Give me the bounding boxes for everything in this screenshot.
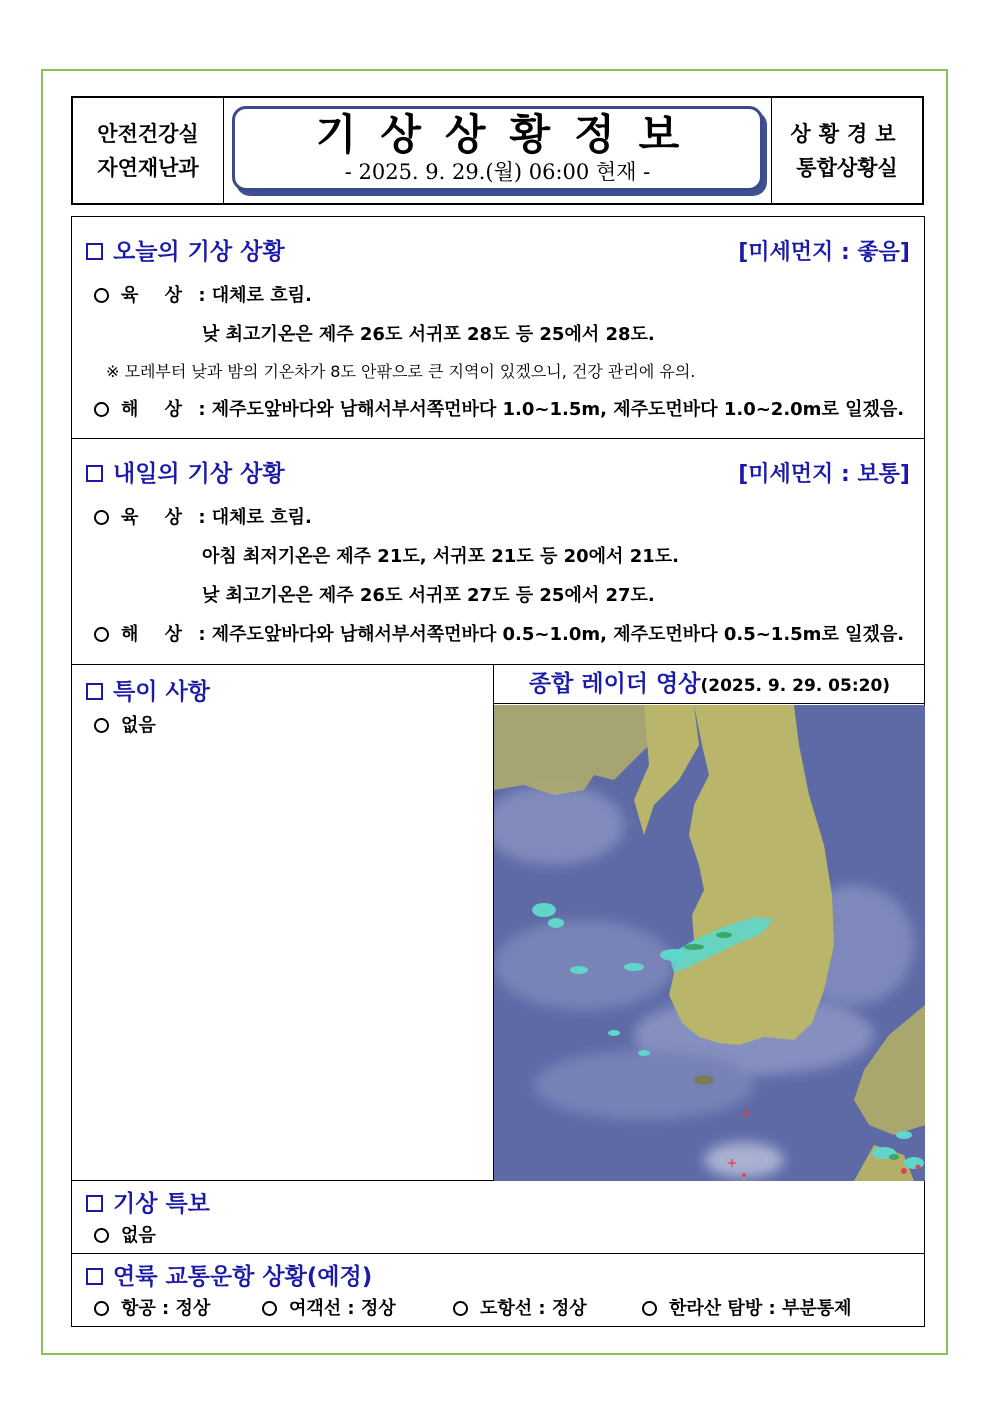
situation-room-line-2: 통합상황실 bbox=[796, 155, 898, 180]
radar-image bbox=[494, 705, 925, 1181]
checkbox-icon bbox=[86, 465, 103, 482]
document-header bbox=[71, 96, 924, 205]
circle-bullet-icon bbox=[94, 1301, 109, 1316]
checkbox-icon bbox=[86, 1195, 103, 1212]
circle-bullet-icon bbox=[94, 288, 109, 303]
special-heading: 특이 사항 bbox=[86, 673, 210, 706]
today-land-row: 육 상 : 대체로 흐림. bbox=[94, 281, 312, 307]
warning-heading: 기상 특보 bbox=[86, 1185, 210, 1218]
traffic-section bbox=[72, 1254, 924, 1326]
warning-item: 없음 bbox=[94, 1221, 156, 1247]
today-heading: 오늘의 기상 상황 bbox=[86, 233, 285, 266]
title-area bbox=[224, 98, 771, 203]
document-date: - 2025. 9. 29.(월) 06:00 현재 - bbox=[344, 159, 651, 184]
tomorrow-section bbox=[72, 439, 924, 665]
special-item: 없음 bbox=[94, 711, 156, 737]
tomorrow-heading: 내일의 기상 상황 bbox=[86, 455, 285, 488]
today-dust: [미세먼지 : 좋음] bbox=[738, 240, 910, 265]
issuer-line-2: 자연재난과 bbox=[97, 155, 199, 180]
circle-bullet-icon bbox=[94, 627, 109, 642]
today-sea-row: 해 상 : 제주도앞바다와 남해서부서쪽먼바다 1.0~1.5m, 제주도먼바다 1.0~2.0m로 일겠음. bbox=[94, 395, 904, 421]
circle-bullet-icon bbox=[453, 1301, 468, 1316]
situation-room bbox=[771, 98, 922, 203]
checkbox-icon bbox=[86, 683, 103, 700]
issuer-line-1: 안전건강실 bbox=[97, 121, 199, 146]
tomorrow-dust: [미세먼지 : 보통] bbox=[738, 462, 910, 487]
checkbox-icon bbox=[86, 243, 103, 260]
tomorrow-min-temp: 아침 최저기온은 제주 21도, 서귀포 21도 등 20에서 21도. bbox=[202, 546, 679, 567]
jeju-island bbox=[694, 1075, 714, 1085]
traffic-heading: 연륙 교통운항 상황(예정) bbox=[86, 1258, 372, 1291]
document-title: 기상상황정보 bbox=[315, 109, 704, 159]
today-note: ※ 모레부터 낮과 밤의 기온차가 8도 안팎으로 큰 지역이 있겠으니, 건강 관리에 유의. bbox=[106, 362, 696, 381]
issuer-department bbox=[73, 98, 224, 203]
today-section bbox=[72, 217, 924, 439]
traffic-island-ferry: 도항선 : 정상 bbox=[453, 1294, 587, 1320]
checkbox-icon bbox=[86, 1268, 103, 1285]
tomorrow-land-row: 육 상 : 대체로 흐림. bbox=[94, 503, 312, 529]
traffic-ferry: 여객선 : 정상 bbox=[262, 1294, 396, 1320]
radar-map-graphic bbox=[494, 705, 925, 1181]
circle-bullet-icon bbox=[94, 402, 109, 417]
today-land-temp: 낮 최고기온은 제주 26도 서귀포 28도 등 25에서 28도. bbox=[202, 324, 655, 345]
circle-bullet-icon bbox=[94, 718, 109, 733]
circle-bullet-icon bbox=[262, 1301, 277, 1316]
tomorrow-sea-row: 해 상 : 제주도앞바다와 남해서부서쪽먼바다 0.5~1.0m, 제주도먼바다 0.5~1.5m로 일겠음. bbox=[94, 620, 904, 646]
tomorrow-max-temp: 낮 최고기온은 제주 26도 서귀포 27도 등 25에서 27도. bbox=[202, 585, 655, 606]
circle-bullet-icon bbox=[94, 1228, 109, 1243]
radar-title: 종합 레이더 영상(2025. 9. 29. 05:20) bbox=[494, 665, 925, 704]
situation-room-line-1: 상황경보 bbox=[790, 121, 904, 146]
warning-section bbox=[72, 1181, 924, 1254]
circle-bullet-icon bbox=[642, 1301, 657, 1316]
traffic-hallasan: 한라산 탐방 : 부분통제 bbox=[642, 1294, 852, 1320]
title-box bbox=[232, 106, 763, 191]
circle-bullet-icon bbox=[94, 510, 109, 525]
traffic-air: 항공 : 정상 bbox=[94, 1294, 210, 1320]
main-table bbox=[71, 216, 925, 1327]
